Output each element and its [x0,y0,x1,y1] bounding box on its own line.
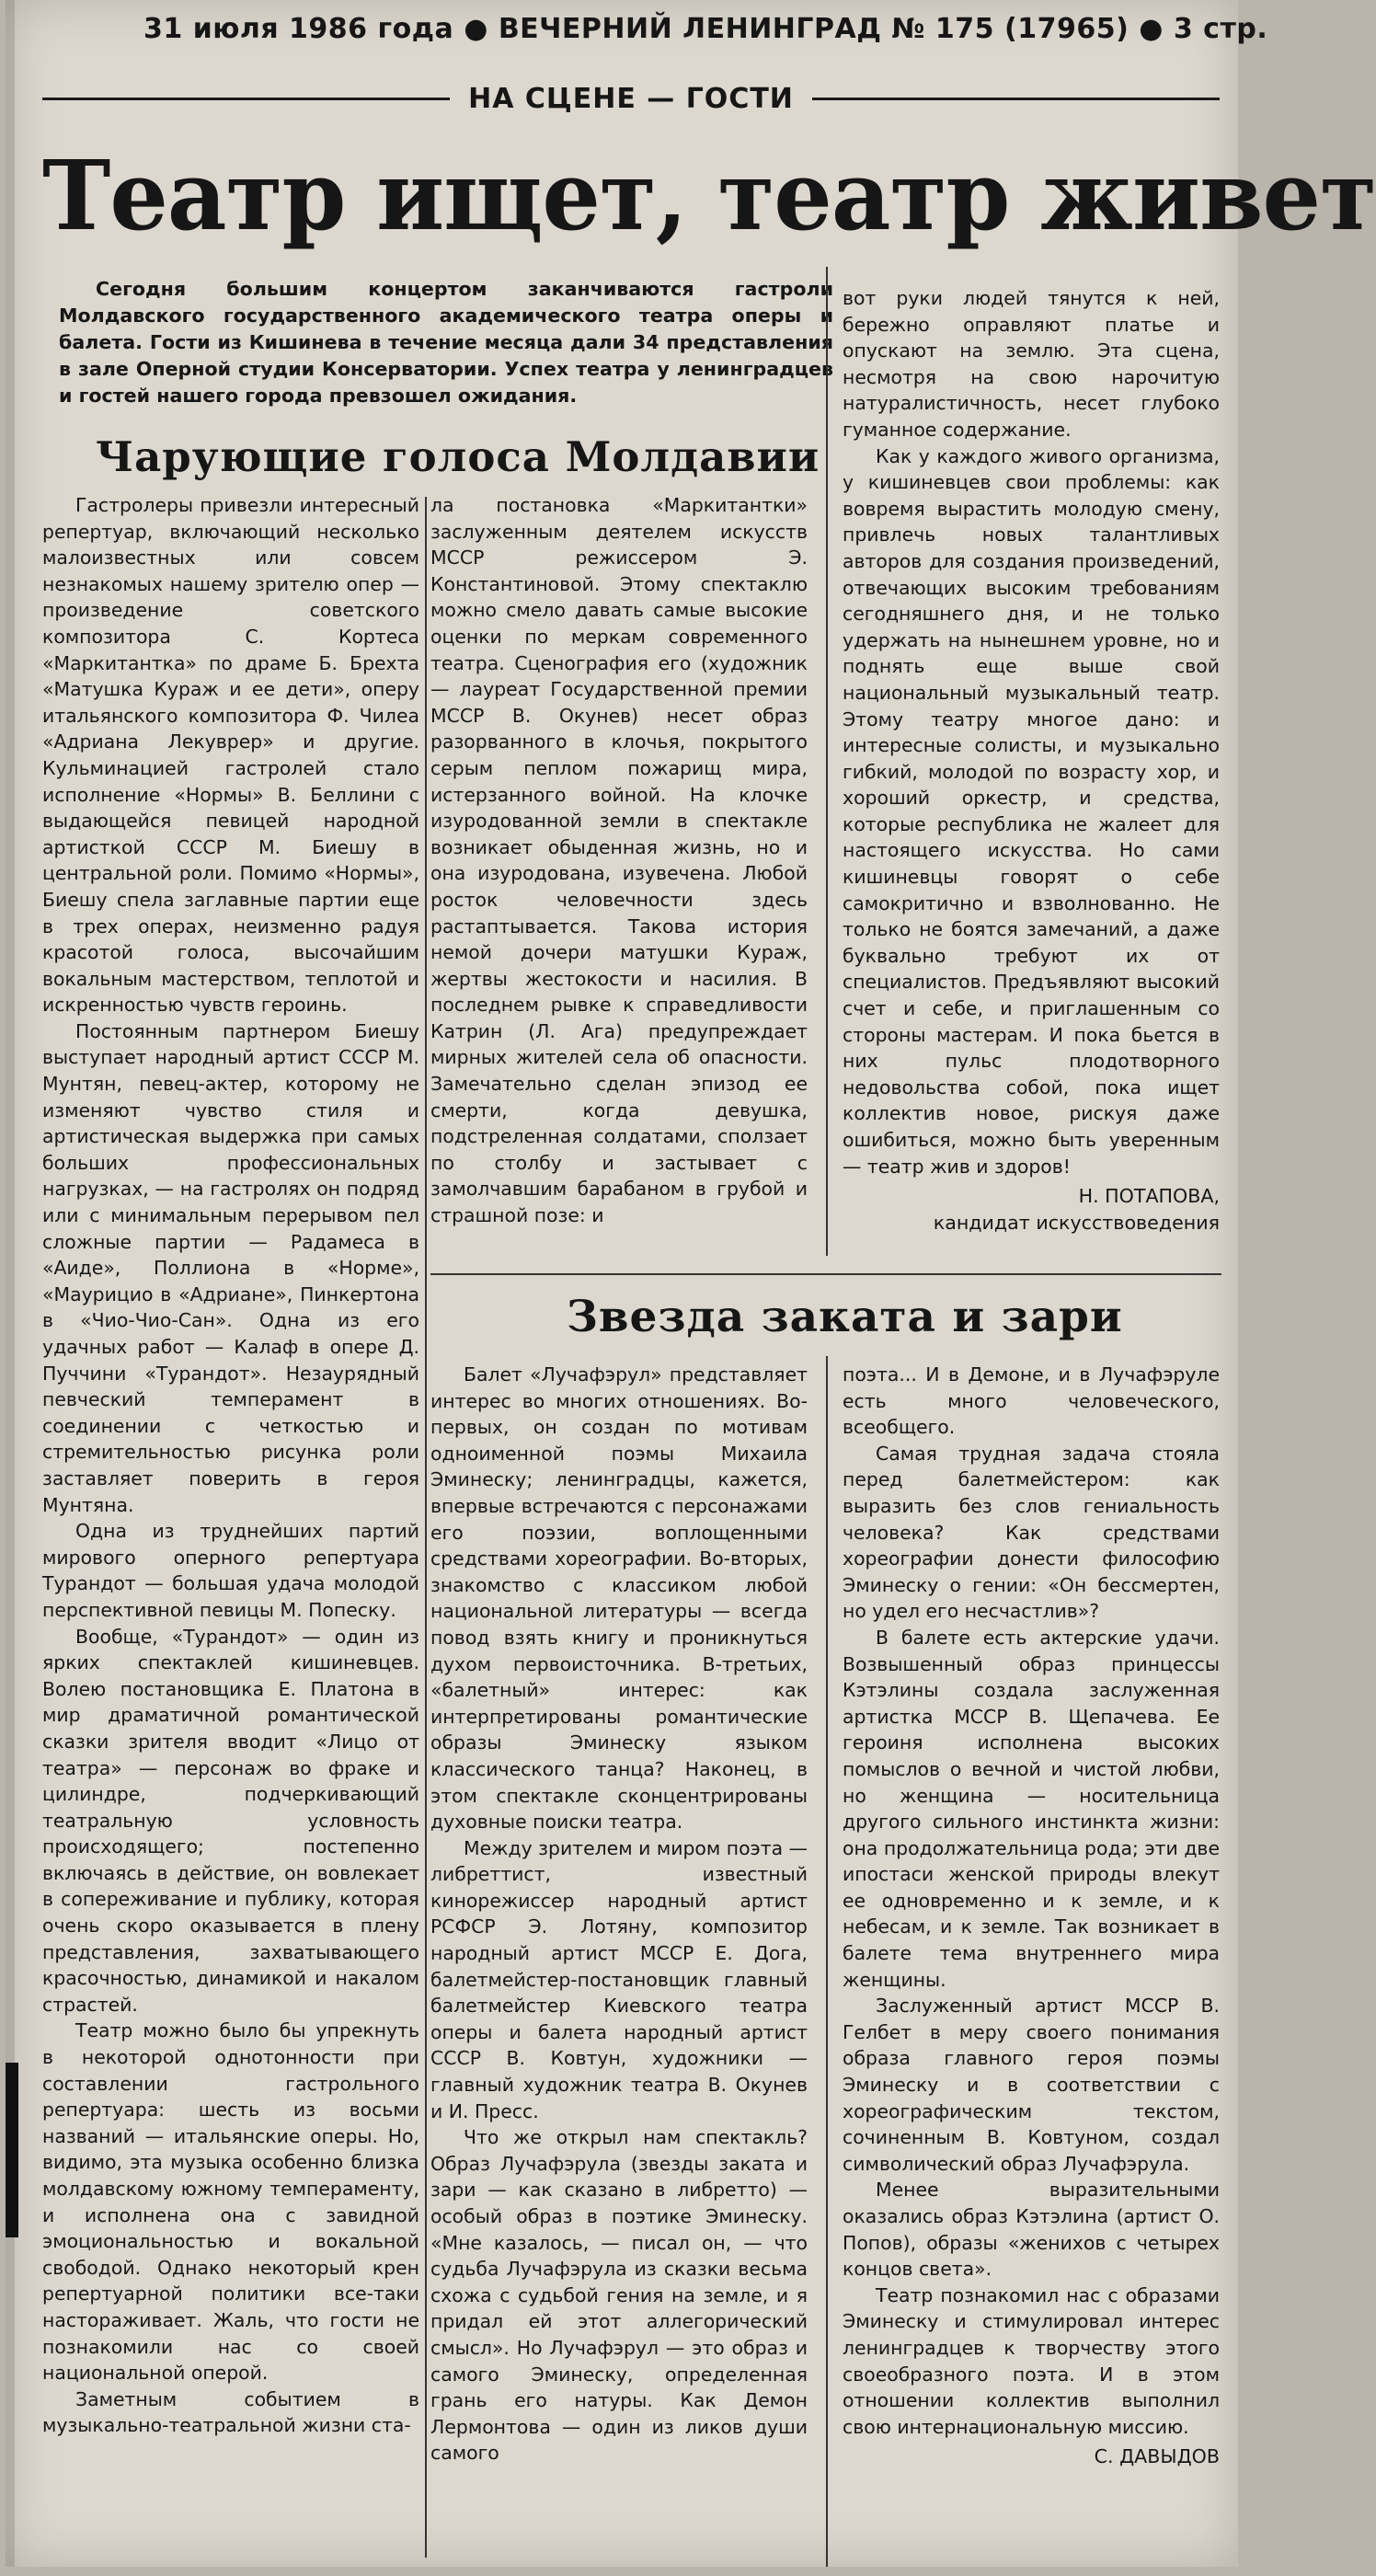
paragraph: Одна из труднейших партий мирового оперного репертуара Турандот — большая удача молодой перспективной певицы М. Попеску. [42,1520,419,1621]
paragraph: ла постановка «Маркитантки» заслуженным деятелем искусств МССР режиссером Э. Константиновой. Этому спектаклю можно смело давать самые высокие оценки по меркам современного театра. Сценография его (художник — лауреат Государственной премии МССР В. Окунев) несет образ разорванного в клочья, покрытого серым пеплом пожарищ мира, истерзанного войной. На клочке изуродованной земли в спектакле возникает обыденная жизнь, но и она изуродована, изувечена. Любой росток человечности здесь растаптывается. Такова история немой дочери матушки Кураж, жертвы жестокости и насилия. В последнем рывке к справедливости Катрин (Л. Ага) предупреждает мирных жителей села об опасности. Замечательно сделан эпизод ее смерти, когда девушка, подстреленная солдатами, сползает по столбу и застывает с замолчавшим барабаном в грубой и страшной позе: и [430,494,808,1227]
paragraph: Постоянным партнером Биешу выступает народный артист СССР М. Мунтян, певец-актер, которому не изменяют чувство стиля и артистическая выдержка при самых больших профессиональных нагрузках, — на гастролях он подряд или с минимальным перерывом пел сложные партии — Радамеса в «Аиде», Поллиона в «Норме», «Маурицио в «Адриане», Пинкертона в «Чио-Чио-Сан». Одна из его удачных работ — Калаф в опере Д. Пуччини «Турандот». Незаурядный певческий темперамент в соединении с четкостью и стремительностью рисунка роли заставляет поверить в героя Мунтяна. [42,1019,419,1516]
article1-subhead: Чарующие голоса Молдавии [96,432,820,481]
column-divider [826,267,828,1256]
paragraph: Театр можно было бы упрекнуть в некоторой однотонности при составлении гастрольного репертуара: шесть из восьми названий — итальянские оперы. Но, видимо, эта музыка особенно близка молдавскому южному темпераменту, и исполнена она с завидной эмоциональностью и вокальной свободой. Однако некоторый крен репертуарной политики все-таки настораживает. Жаль, что гости не познакомили нас со своей национальной оперой. [42,2019,419,2385]
main-headline: Театр ищет, театр живет [42,139,1376,252]
article2-subhead: Звезда заката и зари [567,1292,1123,1342]
rubric-rule-left [42,98,450,100]
paragraph: Заметным событием в музыкально-театральной жизни ста- [42,2387,419,2437]
article1-column-1 [42,492,419,2562]
paragraph: Что же открыл нам спектакль? Образ Лучафэрула (звезды заката и зари — как сказано в либретто) — особый образ в поэтике Эминеску. «Мне казалось, — писал он, — что судьба Лучафэрула из сказки весьма схожа с судьбой гения на земле, и я придал ей этот аллегорический смысл». Но Лучафэрул — это образ и самого Эминеску, определенная грань его натуры. Как Демон Лермонтова — один из ликов души самого [430,2126,808,2465]
paragraph: Гастролеры привезли интересный репертуар, включающий несколько малоизвестных или совсем незнакомых нашему зрителю опер — произведение советского композитора С. Кортеса «Маркитантка» по драме Б. Брехта «Матушка Кураж и ее дети», оперу итальянского композитора Ф. Чилеа «Адриана Лекуврер» и другие. Кульминацией гастролей стало исполнение «Нормы» В. Беллини с выдающейся певицей народной артисткой СССР М. Биешу в центральной роли. Помимо «Нормы», Биешу спела заглавные партии еще в трех операх, неизменно радуя красотой голоса, высочайшим вокальным мастерством, теплотой и искренностью чувств героинь. [42,494,419,1017]
scan-edge-mark [6,2063,18,2237]
newspaper-page [6,0,1376,2567]
rubric-label: НА СЦЕНЕ — ГОСТИ [468,82,794,115]
column-divider [826,1356,828,2567]
paragraph: Менее выразительными оказались образ Кэтэлина (артист О. Попов), образы «женихов с четырех концов света». [843,2179,1220,2281]
article2-column-1 [430,1362,808,2567]
paragraph: Балет «Лучафэрул» представляет интерес во многих отношениях. Во-первых, он создан по мотивам одноименной поэмы Михаила Эминеску; ленинградцы, кажется, впервые встречаются с персонажами его поэзии, воплощенными средствами хореографии. Во-вторых, знакомство с классиком любой национальной литературы — всегда повод взять книгу и проникнуться духом первоисточника. В-третьих, «балетный» интерес: как интерпретированы романтические образы Эминеску языком классического танца? Наконец, в этом спектакле сконцентрированы духовные поиски театра. [430,1363,808,1834]
author-title: кандидат искусствоведения [933,1211,1220,1234]
rubric-rule-right [812,98,1220,100]
lead-paragraph: Сегодня большим концертом заканчиваются гастроли Молдавского государственного академического театра оперы и балета. Гости из Кишинева в течение месяца дали 34 представления в зале Оперной студии Консерватории. Успех театра у ленинградцев и гостей нашего города превзошел ожидания. [59,278,833,407]
paragraph: Как у каждого живого организма, у кишиневцев свои проблемы: как вовремя вырастить молодую смену, привлечь новых талантливых авторов для создания произведений, отвечающих высоким требованиям сегодняшнего дня, и не только удержать на нынешнем уровне, но и поднять еще выше свой национальный музыкальный театр. Этому театру многое дано: и интересные солисты, и музыкально гибкий, молодой по возрасту хор, и хороший оркестр, и средства, которые республика не жалеет для настоящего искусства. Но сами кишиневцы говорят о себе самокритично и взволнованно. Не только не боятся замечаний, а даже буквально требуют их от специалистов. Предъявляют высокий счет и себе, и приглашенным со стороны мастерам. И пока бьется в них пульс плодотворного недовольства собой, пока ищет коллектив новое, рискуя даже ошибиться, можно быть уверенным — театр жив и здоров! [843,444,1220,1178]
paragraph: В балете есть актерские удачи. Возвышенный образ принцессы Кэтэлины создала заслуженная артистка МССР В. Щепачева. Ее героиня исполнена высоких помыслов о вечной и чистой любви, но женщина — носительница другого сильного инстинкта жизни: она продолжательница рода; эти две ипостаси женской природы влекут ее одновременно и к земле, и к небесам, и к земле. Так возникает в балете тема внутреннего мира женщины. [843,1626,1220,1991]
dateline: 31 июля 1986 года ● ВЕЧЕРНИЙ ЛЕНИНГРАД № 175 (17965) ● 3 стр. [143,13,1268,45]
paragraph: Самая трудная задача стояла перед балетмейстером: как выразить без слов гениальность человека? Как средствами хореографии донести философию Эминеску о гении: «Он бессмертен, но удел его несчастлив»? [843,1442,1220,1623]
paragraph: поэта... И в Демоне, и в Лучафэруле есть много человеческого, всеобщего. [843,1363,1220,1439]
paragraph: вот руки людей тянутся к ней, бережно оправляют платье и опускают на землю. Эта сцена, несмотря на свою нарочитую натуралистичность, несет глубоко гуманное содержание. [843,287,1220,441]
column-divider [425,497,427,2558]
article1-column-2 [430,492,808,1265]
paragraph: Театр познакомил нас с образами Эминеску и стимулировал интерес ленинградцев к творчеству этого своеобразного поэта. И в этом отношении коллектив выполнил свою интернациональную миссию. [843,2283,1220,2438]
article-divider [430,1273,1221,1275]
rubric-bar [42,75,1220,121]
paragraph: Между зрителем и миром поэта — либреттист, известный кинорежиссер народный артист РСФСР Э. Лотяну, композитор народный артист МССР Е. Дога, балетмейстер-постановщик главный балетмейстер Киевского театра оперы и балета народный артист СССР В. Ковтун, художники — главный художник театра В. Окунев и И. Пресс. [430,1836,808,2122]
article2-column-2 [843,1362,1220,2567]
author-signature: Н. ПОТАПОВА, [1078,1185,1220,1208]
article1-column-3 [843,285,1220,1242]
paragraph: Вообще, «Турандот» — один из ярких спектаклей кишиневцев. Волею постановщика Е. Платона в мир драматичной романтической сказки зрителя вводит «Лицо от театра» — персонаж во фраке и цилиндре, подчеркивающий театральную условность происходящего; постепенно включаясь в действие, он вовлекает в сопереживание и публику, которая очень скоро оказывается в плену представления, захватывающего красочностью, динамикой и накалом страстей. [42,1625,419,2016]
paragraph: Заслуженный артист МССР В. Гелбет в меру своего понимания образа главного героя поэмы Эминеску и в соответствии с хореографическим текстом, сочиненным В. Ковтуном, создал символический образ Лучафэрула. [843,1995,1220,2175]
author-signature: С. ДАВЫДОВ [1094,2445,1220,2468]
